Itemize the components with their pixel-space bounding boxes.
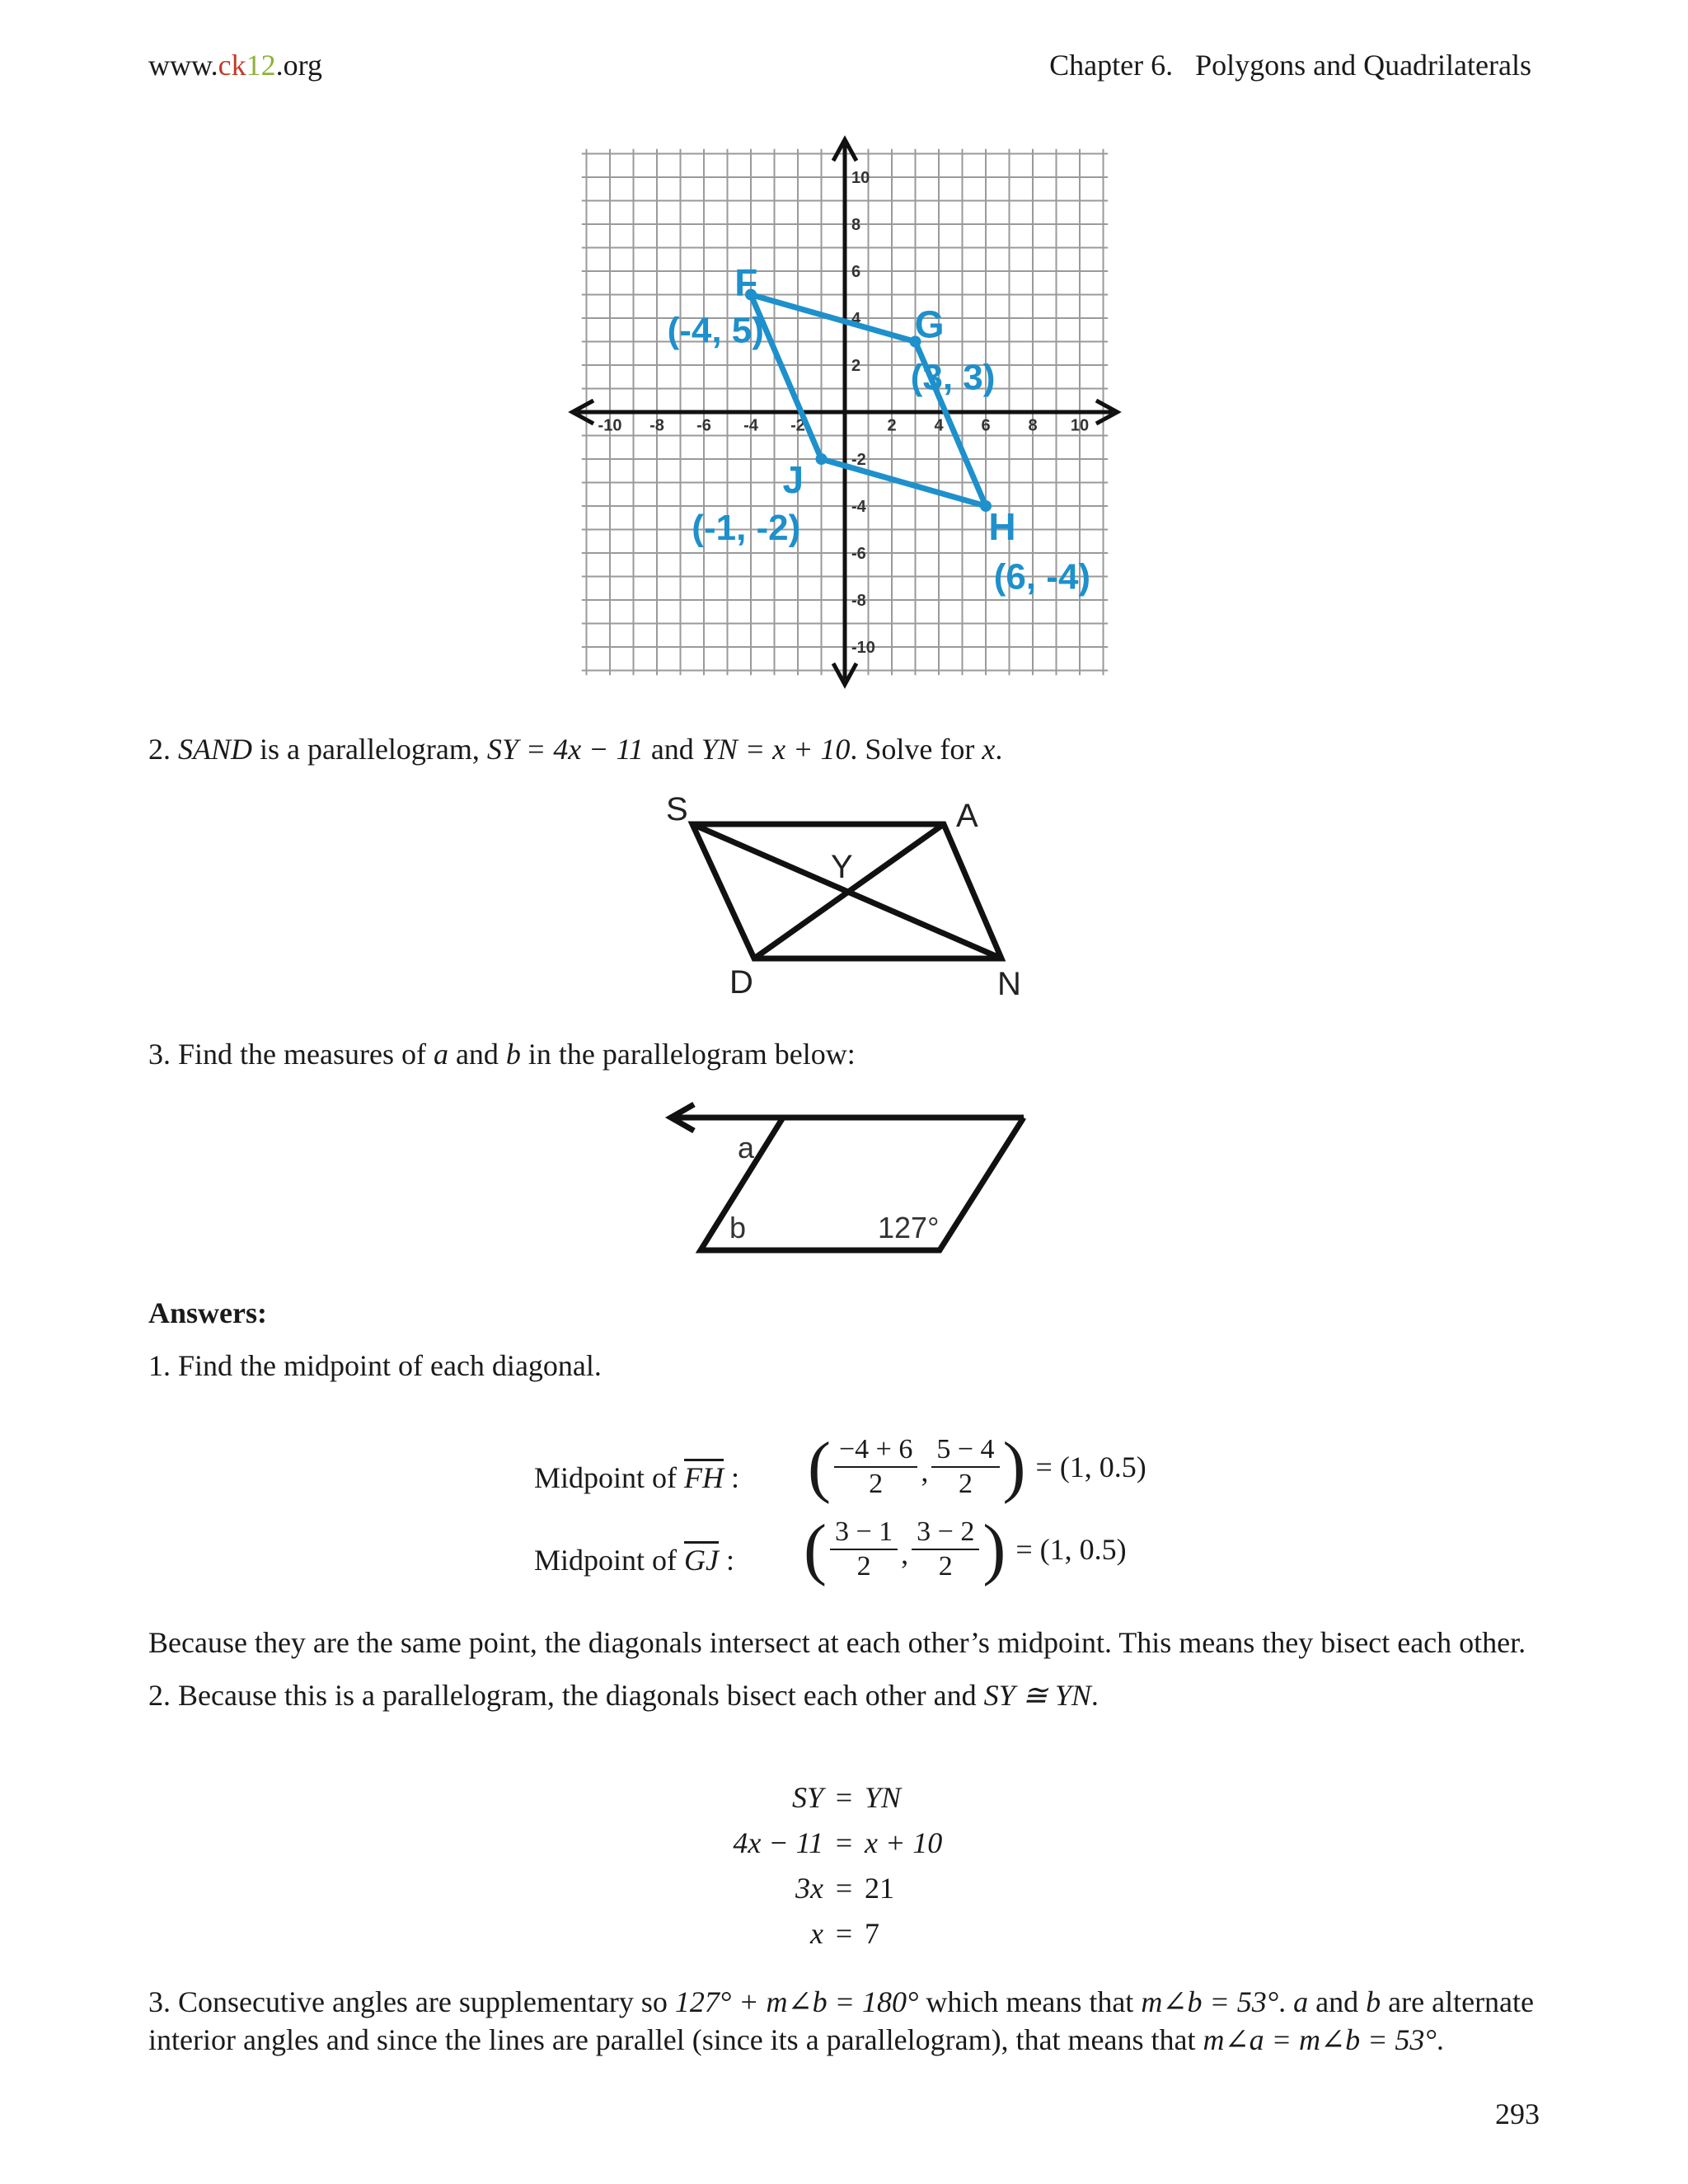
angle-b-label: b [729, 1211, 747, 1244]
x-tick-label: -2 [790, 416, 805, 435]
vertex-coord-g: (3, 3) [910, 357, 996, 398]
y-tick-label: 10 [851, 169, 870, 187]
vertex-name-h: H [988, 504, 1016, 548]
y-tick-label: 6 [851, 263, 861, 281]
x-tick-label: -8 [649, 416, 664, 435]
vertex-point-j [816, 453, 828, 465]
site-url: www.ck12.org [148, 49, 322, 82]
y-tick-label: 8 [851, 216, 861, 234]
equation-block [0, 1780, 1688, 1961]
equation-line: SY = YN [791, 1781, 902, 1814]
answer-1-text: 1. Find the midpoint of each diagonal. [148, 1349, 602, 1382]
vertex-coord-h: (6, -4) [993, 556, 1091, 598]
x-tick-label: 6 [981, 416, 991, 435]
y-tick-label: -10 [851, 639, 875, 657]
y-tick-label: -6 [851, 545, 866, 563]
equation-line: 4x − 11 = x + 10 [733, 1826, 943, 1859]
x-tick-label: 8 [1028, 416, 1038, 435]
midpoint-gj-expression: ( $\frac{3 - 1}{2}$ , $\frac{3 - 2}{2}$ ) = (1, 0.5) [804, 1511, 1127, 1587]
y-tick-label: -2 [851, 451, 866, 469]
site-ck: ck [218, 49, 246, 82]
answer-3-line-1: 3. Consecutive angles are supplementary so 127° + m∠b = 180° which means that m∠b = 53°. a and b are alternate [148, 1985, 1535, 2018]
vertex-name-f: F [734, 260, 758, 304]
vertex-coord-j: (-1, -2) [692, 507, 801, 548]
vertex-name-j: J [782, 457, 804, 501]
y-tick-label: -8 [851, 592, 866, 610]
equation-line: 3x = 21 [795, 1872, 894, 1905]
coordinate-graph [560, 128, 1129, 696]
page-number: 293 [1495, 2097, 1540, 2130]
y-tick-label: 4 [851, 310, 861, 328]
chapter-title: Chapter 6. Polygons and Quadrilaterals [1049, 49, 1531, 82]
midpoint-gj-label: Midpoint of $\overline{GJ}$ : [534, 1544, 735, 1577]
answer-2-text: 2. Because this is a parallelogram, the diagonals bisect each other and SY ≅ YN. [148, 1679, 1099, 1712]
y-tick-label: 2 [851, 357, 861, 375]
angle-127-label: 127° [878, 1211, 940, 1244]
parallelogram-sand-figure [651, 787, 1047, 1001]
vertex-name-g: G [914, 302, 945, 346]
y-tick-label: -4 [851, 498, 866, 516]
x-tick-label: -10 [598, 416, 622, 435]
x-tick-label: 2 [887, 416, 897, 435]
vertex-coord-f: (-4, 5) [667, 310, 764, 351]
x-tick-label: -6 [696, 416, 711, 435]
diagonal-ad [754, 824, 944, 958]
site-12: 12 [246, 49, 276, 82]
because-text: Because they are the same point, the diagonals intersect at each other’s midpoint. This means they bisect each other. [148, 1626, 1526, 1659]
answer-3-line-2: interior angles and since the lines are parallel (since its a parallelogram), that means that m∠a = m∠b = 53°. [148, 2023, 1444, 2056]
vertex-n-label: N [997, 966, 1021, 1001]
intersection-y-label: Y [831, 849, 853, 885]
answers-heading: Answers: [148, 1296, 267, 1329]
angle-a-label: a [738, 1131, 755, 1165]
vertex-s-label: S [666, 791, 688, 827]
vertex-a-label: A [956, 798, 978, 834]
x-tick-label: 10 [1070, 416, 1090, 435]
parallelogram-angles-figure [659, 1096, 1039, 1261]
problem-2-text: 2. SAND is a parallelogram, SY = 4x − 11 and YN = x + 10. Solve for x. [148, 733, 1003, 766]
midpoint-fh-label: Midpoint of $\overline{FH}$ : [534, 1461, 740, 1494]
vertex-d-label: D [729, 964, 753, 1001]
problem-3-text: 3. Find the measures of a and b in the parallelogram below: [148, 1038, 856, 1071]
equation-line: x = 7 [810, 1917, 879, 1950]
midpoint-fh-expression: ( $\frac{-4 + 6}{2}$ , $\frac{5 - 4}{2}$ ) = (1, 0.5) [808, 1428, 1146, 1505]
x-tick-label: -4 [743, 416, 758, 435]
x-tick-label: 4 [934, 416, 944, 435]
